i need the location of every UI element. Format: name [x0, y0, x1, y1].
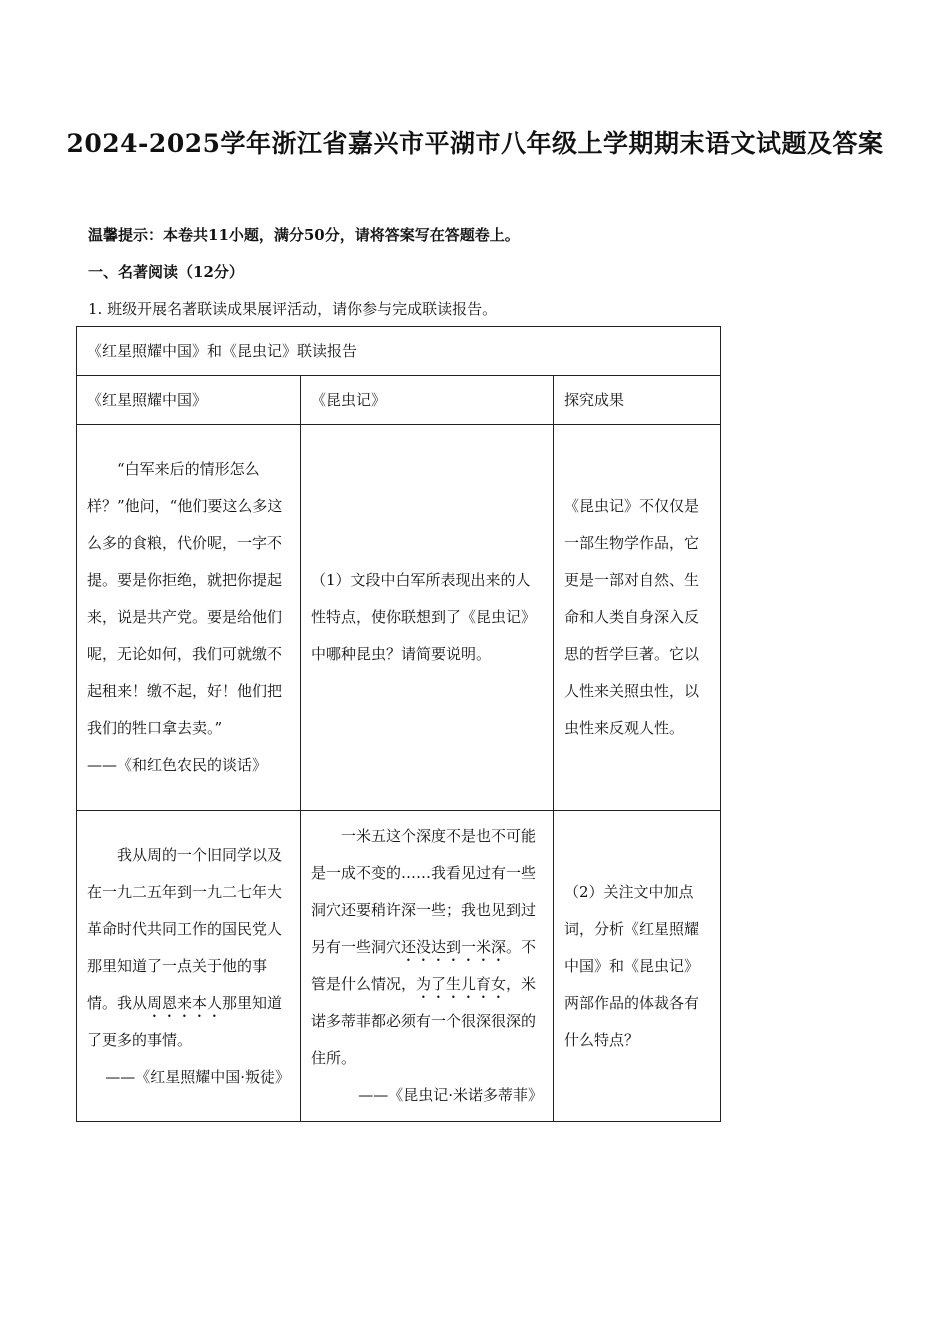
- dotted-word: 还没达到一米深: [401, 938, 507, 956]
- excerpt-source: ——《红星照耀中国·叛徒》: [105, 1067, 290, 1086]
- task-1: （1）文段中白军所表现出来的人性特点，使你联想到了《昆虫记》中哪种昆虫？请简要说明。: [311, 571, 537, 663]
- excerpt-text: 一米五这个深度不是也不可能是一成不变的……我看见过有一些洞穴还要稍许深一些；我也见到过另有一些洞穴: [311, 827, 537, 956]
- dotted-word: 周恩来本人: [147, 993, 223, 1012]
- red-star-excerpt-cell: [77, 425, 301, 811]
- quote-source: ——《和红色农民的谈话》: [87, 756, 268, 774]
- research-result: 《昆虫记》不仅仅是一部生物学作品，它更是一部对自然、生命和人类自身深入反思的哲学巨著。它以人性来关照虫性，以虫性来反观人性。: [564, 497, 700, 737]
- column-header: 《红星照耀中国》: [77, 376, 301, 425]
- insect-excerpt: [311, 818, 543, 1077]
- excerpt-text: 那里知道了更多的事情。: [87, 993, 283, 1049]
- page-title: 2024-2025学年浙江省嘉兴市平湖市八年级上学期期末语文试题及答案: [66, 129, 884, 158]
- research-result-cell: [554, 425, 721, 811]
- column-header: 探究成果: [554, 376, 721, 425]
- question-1: 1. 班级开展名著联读成果展评活动，请你参与完成联读报告。: [88, 300, 498, 318]
- excerpt-text: 。不管是什么情况，: [311, 938, 537, 993]
- red-star-excerpt-cell-2: [77, 811, 301, 1122]
- red-star-quote: “白军来后的情形怎么样？”他问，“他们要这么多这么多的食粮，代价呢，一字不提。要是你拒绝，就把你提起来，说是共产党。要是给他们呢，无论如何，我们可就缴不起租来！缴不起，好！他们把我们的牲口拿去卖。”: [87, 460, 283, 737]
- dotted-word: 为了生儿育女: [416, 975, 507, 993]
- excerpt-text: 我从周的一个旧同学以及在一九二五年到一九二七年大革命时代共同工作的国民党人那里知道了一点关于他的事情。我从: [87, 845, 283, 1012]
- table-header: 《红星照耀中国》和《昆虫记》联读报告: [77, 327, 721, 376]
- exam-tip: 温馨提示：本卷共11小题，满分50分，请将答案写在答题卷上。: [88, 226, 520, 244]
- column-header: 《昆虫记》: [301, 376, 554, 425]
- excerpt-text: ，米诺多蒂菲都必须有一个很深很深的住所。: [311, 975, 537, 1067]
- task-2: （2）关注文中加点词，分析《红星照耀中国》和《昆虫记》两部作品的体裁各有什么特点？: [564, 882, 700, 1049]
- task-1-cell: [301, 425, 554, 811]
- insect-excerpt-cell: [301, 811, 554, 1122]
- red-star-excerpt: [87, 837, 290, 1059]
- task-2-cell: [554, 811, 721, 1122]
- reading-report-table: [76, 326, 721, 1122]
- section-heading: 一、名著阅读（12分）: [88, 263, 244, 281]
- excerpt-source: ——《昆虫记·米诺多蒂菲》: [358, 1086, 543, 1104]
